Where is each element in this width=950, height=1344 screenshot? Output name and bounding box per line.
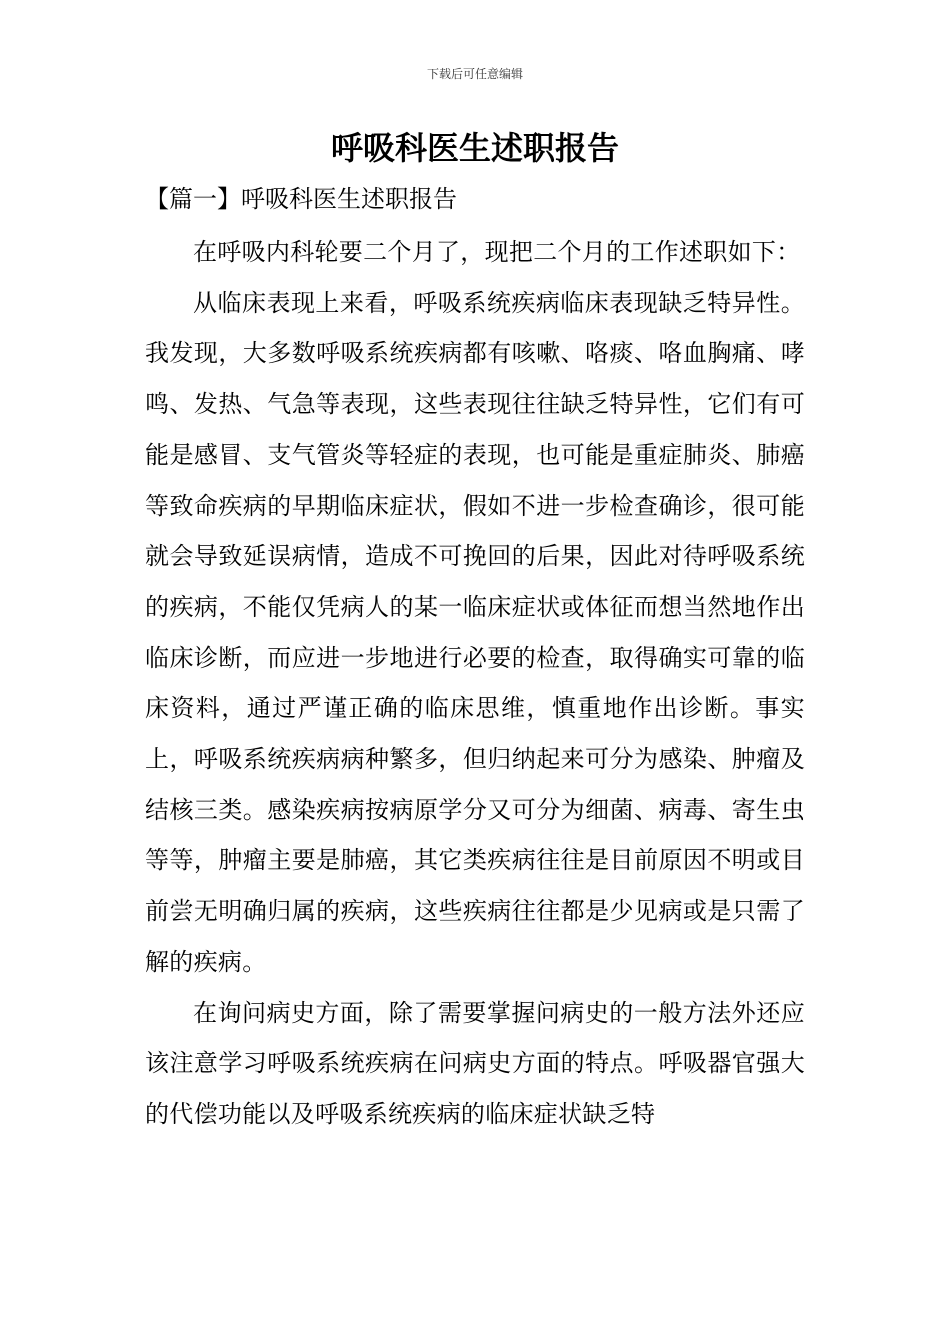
paragraph: 在呼吸内科轮要二个月了，现把二个月的工作述职如下： (193, 238, 801, 266)
section-heading: 【篇一】呼吸科医生述职报告 (145, 185, 457, 213)
paragraph: 在询问病史方面，除了需要掌握问病史的一般方法外还应该注意学习呼吸系统疾病在问病史方面的特点。呼吸器官强大的代偿功能以及呼吸系统疾病的临床症状缺乏特 (145, 998, 805, 1128)
document-title: 呼吸科医生述职报告 (330, 129, 619, 167)
header-note: 下载后可任意编辑 (426, 67, 523, 81)
paragraph: 从临床表现上来看，呼吸系统疾病临床表现缺乏特异性。我发现，大多数呼吸系统疾病都有咳嗽、咯痰、咯血胸痛、哮鸣、发热、气急等表现，这些表现往往缺乏特异性，它们有可能是感冒、支气管炎等轻症的表现，也可能是重症肺炎、肺癌等致命疾病的早期临床症状，假如不进一步检查确诊，很可能就会导致延误病情，造成不可挽回的后果，因此对待呼吸系统的疾病，不能仅凭病人的某一临床症状或体征而想当然地作出临床诊断，而应进一步地进行必要的检查，取得确实可靠的临床资料，通过严谨正确的临床思维，慎重地作出诊断。事实上，呼吸系统疾病病种繁多，但归纳起来可分为感染、肿瘤及结核三类。感染疾病按病原学分又可分为细菌、病毒、寄生虫等等，肿瘤主要是肺癌，其它类疾病往往是目前原因不明或目前尝无明确归属的疾病，这些疾病往往都是少见病或是只需了解的疾病。 (145, 288, 805, 976)
document-body (145, 227, 805, 1140)
